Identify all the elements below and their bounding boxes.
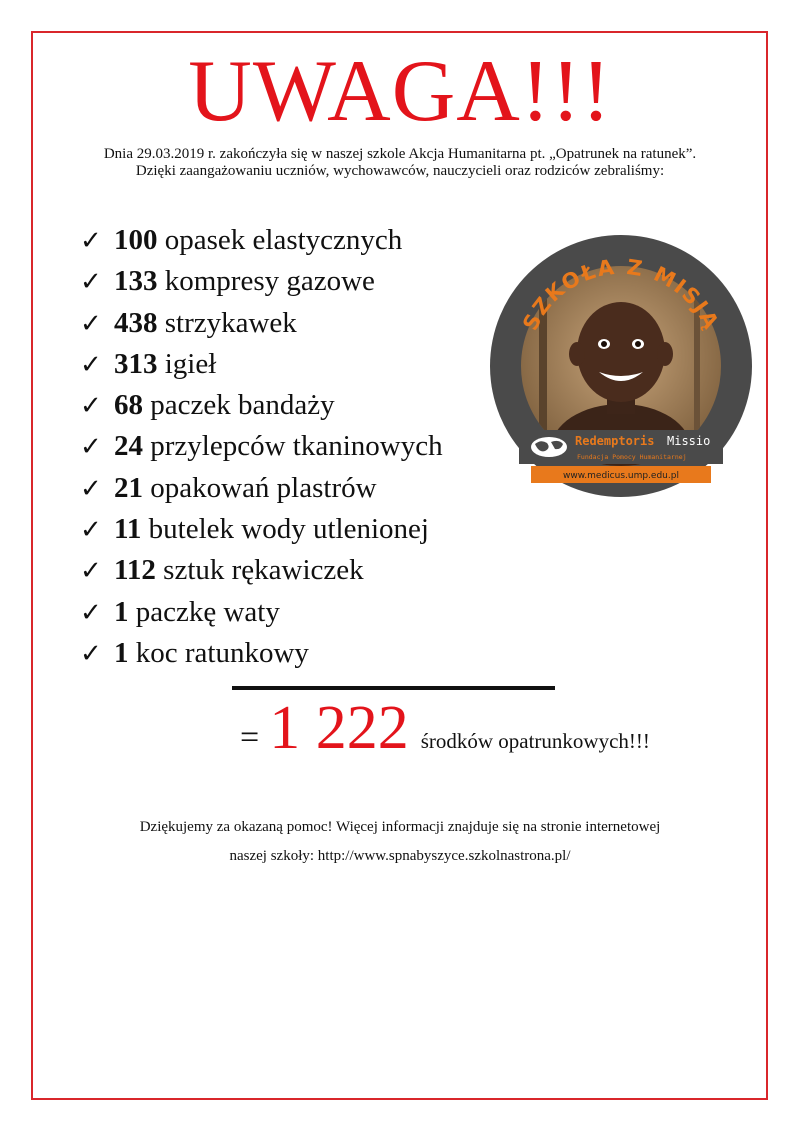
item-count: 68 (114, 389, 143, 422)
item-count: 1 (114, 595, 129, 628)
check-mark-icon: ✓ (80, 432, 102, 463)
item-text: strzykawek (164, 306, 297, 339)
item-count: 1 (114, 636, 129, 669)
headline: UWAGA!!! (188, 43, 612, 140)
badge-org-subtitle: Fundacja Pomocy Humanitarnej (577, 453, 687, 461)
check-mark-icon: ✓ (80, 267, 102, 298)
sum-divider (232, 686, 555, 690)
item-count: 133 (114, 265, 158, 298)
check-mark-icon: ✓ (80, 226, 102, 256)
item-text: opakowań plastrów (150, 471, 377, 504)
badge-org-name-1: Redemptoris (575, 434, 655, 448)
item-text: butelek wody utlenionej (148, 513, 429, 546)
list-item (80, 220, 443, 261)
badge-url: www.medicus.ump.edu.pl (563, 471, 679, 481)
list-item (80, 261, 443, 302)
item-count: 24 (114, 430, 143, 463)
list-item (80, 633, 443, 674)
check-mark-icon: ✓ (80, 473, 102, 504)
check-mark-icon: ✓ (80, 308, 102, 339)
badge-arc-text: SZKOŁA Z MISJĄ (518, 254, 724, 335)
item-text: kompresy gazowe (164, 265, 375, 298)
list-item (80, 385, 443, 426)
list-item (80, 344, 443, 385)
item-count: 100 (114, 224, 158, 256)
thanks-line-1: Dziękujemy za okazaną pomoc! Więcej informacji znajduje się na stronie internetowej (139, 819, 661, 835)
globe-icon (531, 437, 567, 457)
item-text: igieł (164, 347, 217, 380)
equals-sign: = (240, 719, 260, 756)
collected-items-list (80, 220, 443, 674)
total-suffix: środków opatrunkowych!!! (420, 729, 650, 753)
item-text: paczek bandaży (150, 389, 335, 422)
list-item (80, 468, 443, 509)
total-number: 1 222 (269, 694, 409, 762)
check-mark-icon: ✓ (80, 638, 102, 669)
item-count: 11 (114, 513, 142, 546)
intro-text: Dnia 29.03.2019 r. zakończyła się w naszej szkole Akcja Humanitarna pt. „Opatrunek na ratunek”. Dzięki zaangażowaniu uczniów, wychowawców, nauczycieli oraz rodziców zebraliśmy: (103, 146, 697, 179)
list-item (80, 509, 443, 550)
item-count: 313 (114, 347, 158, 380)
item-text: paczkę waty (135, 595, 280, 628)
list-item (80, 550, 443, 591)
list-item (80, 303, 443, 344)
check-mark-icon: ✓ (80, 349, 102, 380)
item-count: 21 (114, 471, 143, 504)
thanks-text (0, 813, 800, 871)
check-mark-icon: ✓ (80, 556, 102, 587)
thanks-line-2: naszej szkoły: http://www.spnabyszyce.szkolnastrona.pl/ (229, 848, 571, 864)
item-text: sztuk rękawiczek (163, 554, 364, 587)
check-mark-icon: ✓ (80, 597, 102, 628)
item-text: opasek elastycznych (164, 224, 403, 256)
school-mission-badge (489, 234, 753, 498)
badge-org-name-2: Missio (667, 434, 711, 448)
check-mark-icon: ✓ (80, 391, 102, 422)
list-item (80, 426, 443, 467)
check-mark-icon: ✓ (80, 515, 102, 546)
item-count: 438 (114, 306, 158, 339)
item-count: 112 (114, 554, 156, 587)
item-text: przylepców tkaninowych (150, 430, 443, 463)
item-text: koc ratunkowy (135, 636, 309, 669)
total-line (240, 693, 650, 764)
list-item (80, 592, 443, 633)
